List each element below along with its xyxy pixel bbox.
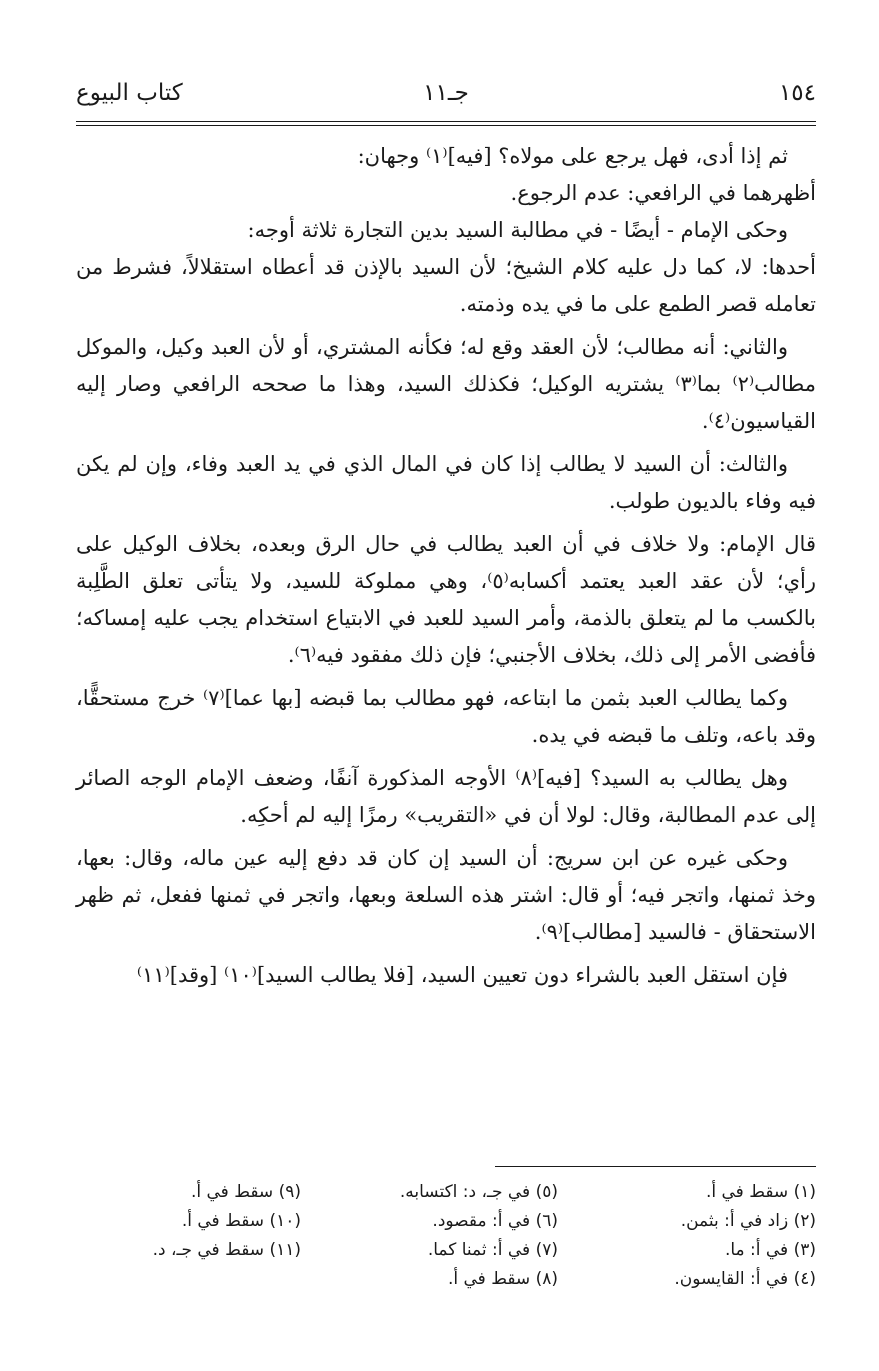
footnote-column: [76, 1178, 301, 1265]
footnote: (٨) سقط في أ.: [447, 1269, 558, 1289]
paragraph: وحكى غيره عن ابن سريج: أن السيد إن كان قد دفع إليه عين ماله، وقال: بعها، وخذ ثمنها، واتجر فيه؛ أو قال: اشتر هذه السلعة وبعها، واتجر في ثمنها ففعل، ثم ظهر الاستحقاق - فالسيد [مطالب]⁽٩⁾.: [76, 846, 816, 944]
paragraph: والثالث: أن السيد لا يطالب إذا كان في المال الذي في يد العبد وفاء، وإن لم يكن فيه وفاء بالديون طولب.: [76, 452, 816, 513]
footnote: (١) سقط في أ.: [705, 1182, 816, 1202]
page-header: [76, 80, 816, 120]
paragraph: وكما يطالب العبد بثمن ما ابتاعه، فهو مطالب بما قبضه [بها عما]⁽٧⁾ خرج مستحقًّا، وقد باعه، وتلف ما قبضه في يده.: [76, 686, 816, 747]
footnote: (٧) في أ: ثمنا كما.: [427, 1240, 558, 1260]
paragraph: ثم إذا أدى، فهل يرجع على مولاه؟ [فيه]⁽١⁾ وجهان:: [357, 144, 788, 168]
paragraph: وحكى الإمام - أيضًا - في مطالبة السيد بدين التجارة ثلاثة أوجه:: [247, 218, 788, 242]
header-rule-thin: [76, 125, 816, 126]
footnote-column: [338, 1178, 558, 1294]
paragraph: أظهرهما في الرافعي: عدم الرجوع.: [510, 181, 816, 205]
footnote: (١٠) سقط في أ.: [181, 1211, 301, 1231]
footnote-separator: [495, 1166, 816, 1167]
footnote: (٢) زاد في أ: بثمن.: [680, 1211, 816, 1231]
footnote: (٩) سقط في أ.: [190, 1182, 301, 1202]
footnote: (٣) في أ: ما.: [724, 1240, 816, 1260]
footnote: (١١) سقط في جـ، د.: [152, 1240, 301, 1260]
volume-label: جـ١١: [423, 80, 469, 106]
footnote: (٤) في أ: القايسون.: [674, 1269, 816, 1289]
footnote: (٥) في جـ، د: اكتسابه.: [399, 1182, 558, 1202]
footnote: (٦) في أ: مقصود.: [432, 1211, 558, 1231]
paragraph: والثاني: أنه مطالب؛ لأن العقد وقع له؛ فكأنه المشتري، أو لأن العبد وكيل، والموكل مطالب⁽٢⁾ بما⁽٣⁾ يشتريه الوكيل؛ فكذلك السيد، وهذا ما صححه الرافعي وصار إليه القياسيون⁽٤⁾.: [76, 335, 817, 433]
paragraph: وهل يطالب به السيد؟ [فيه]⁽٨⁾ الأوجه المذكورة آنفًا، وضعف الإمام الوجه الصائر إلى عدم المطالبة، وقال: لولا أن في «التقريب» رمزًا إليه لم أحكِه.: [76, 766, 816, 827]
page-number: ١٥٤: [778, 80, 816, 106]
header-rule: [76, 121, 816, 122]
paragraph: قال الإمام: ولا خلاف في أن العبد يطالب في حال الرق وبعده، بخلاف الوكيل على رأي؛ لأن عقد العبد يعتمد أكسابه⁽٥⁾، وهي مملوكة للسيد، ولا يتأتى تعلق الطَّلِبة بالكسب ما لم يتعلق بالذمة، وأمر السيد للعبد في الابتياع استخدام يجب عليه إمساكه؛ فأفضى الأمر إلى ذلك، بخلاف الأجنبي؛ فإن ذلك مفقود فيه⁽٦⁾.: [76, 532, 816, 667]
paragraph: أحدها: لا، كما دل عليه كلام الشيخ؛ لأن السيد بالإذن قد أعطاه استقلالاً، فشرط من تعامله قصر الطمع على ما في يده وذمته.: [76, 255, 816, 316]
main-text: [76, 138, 816, 994]
paragraph: فإن استقل العبد بالشراء دون تعيين السيد، [فلا يطالب السيد]⁽١٠⁾ [وقد]⁽١١⁾: [136, 963, 788, 987]
footnote-column: [616, 1178, 816, 1294]
book-title: كتاب البيوع: [76, 80, 183, 106]
